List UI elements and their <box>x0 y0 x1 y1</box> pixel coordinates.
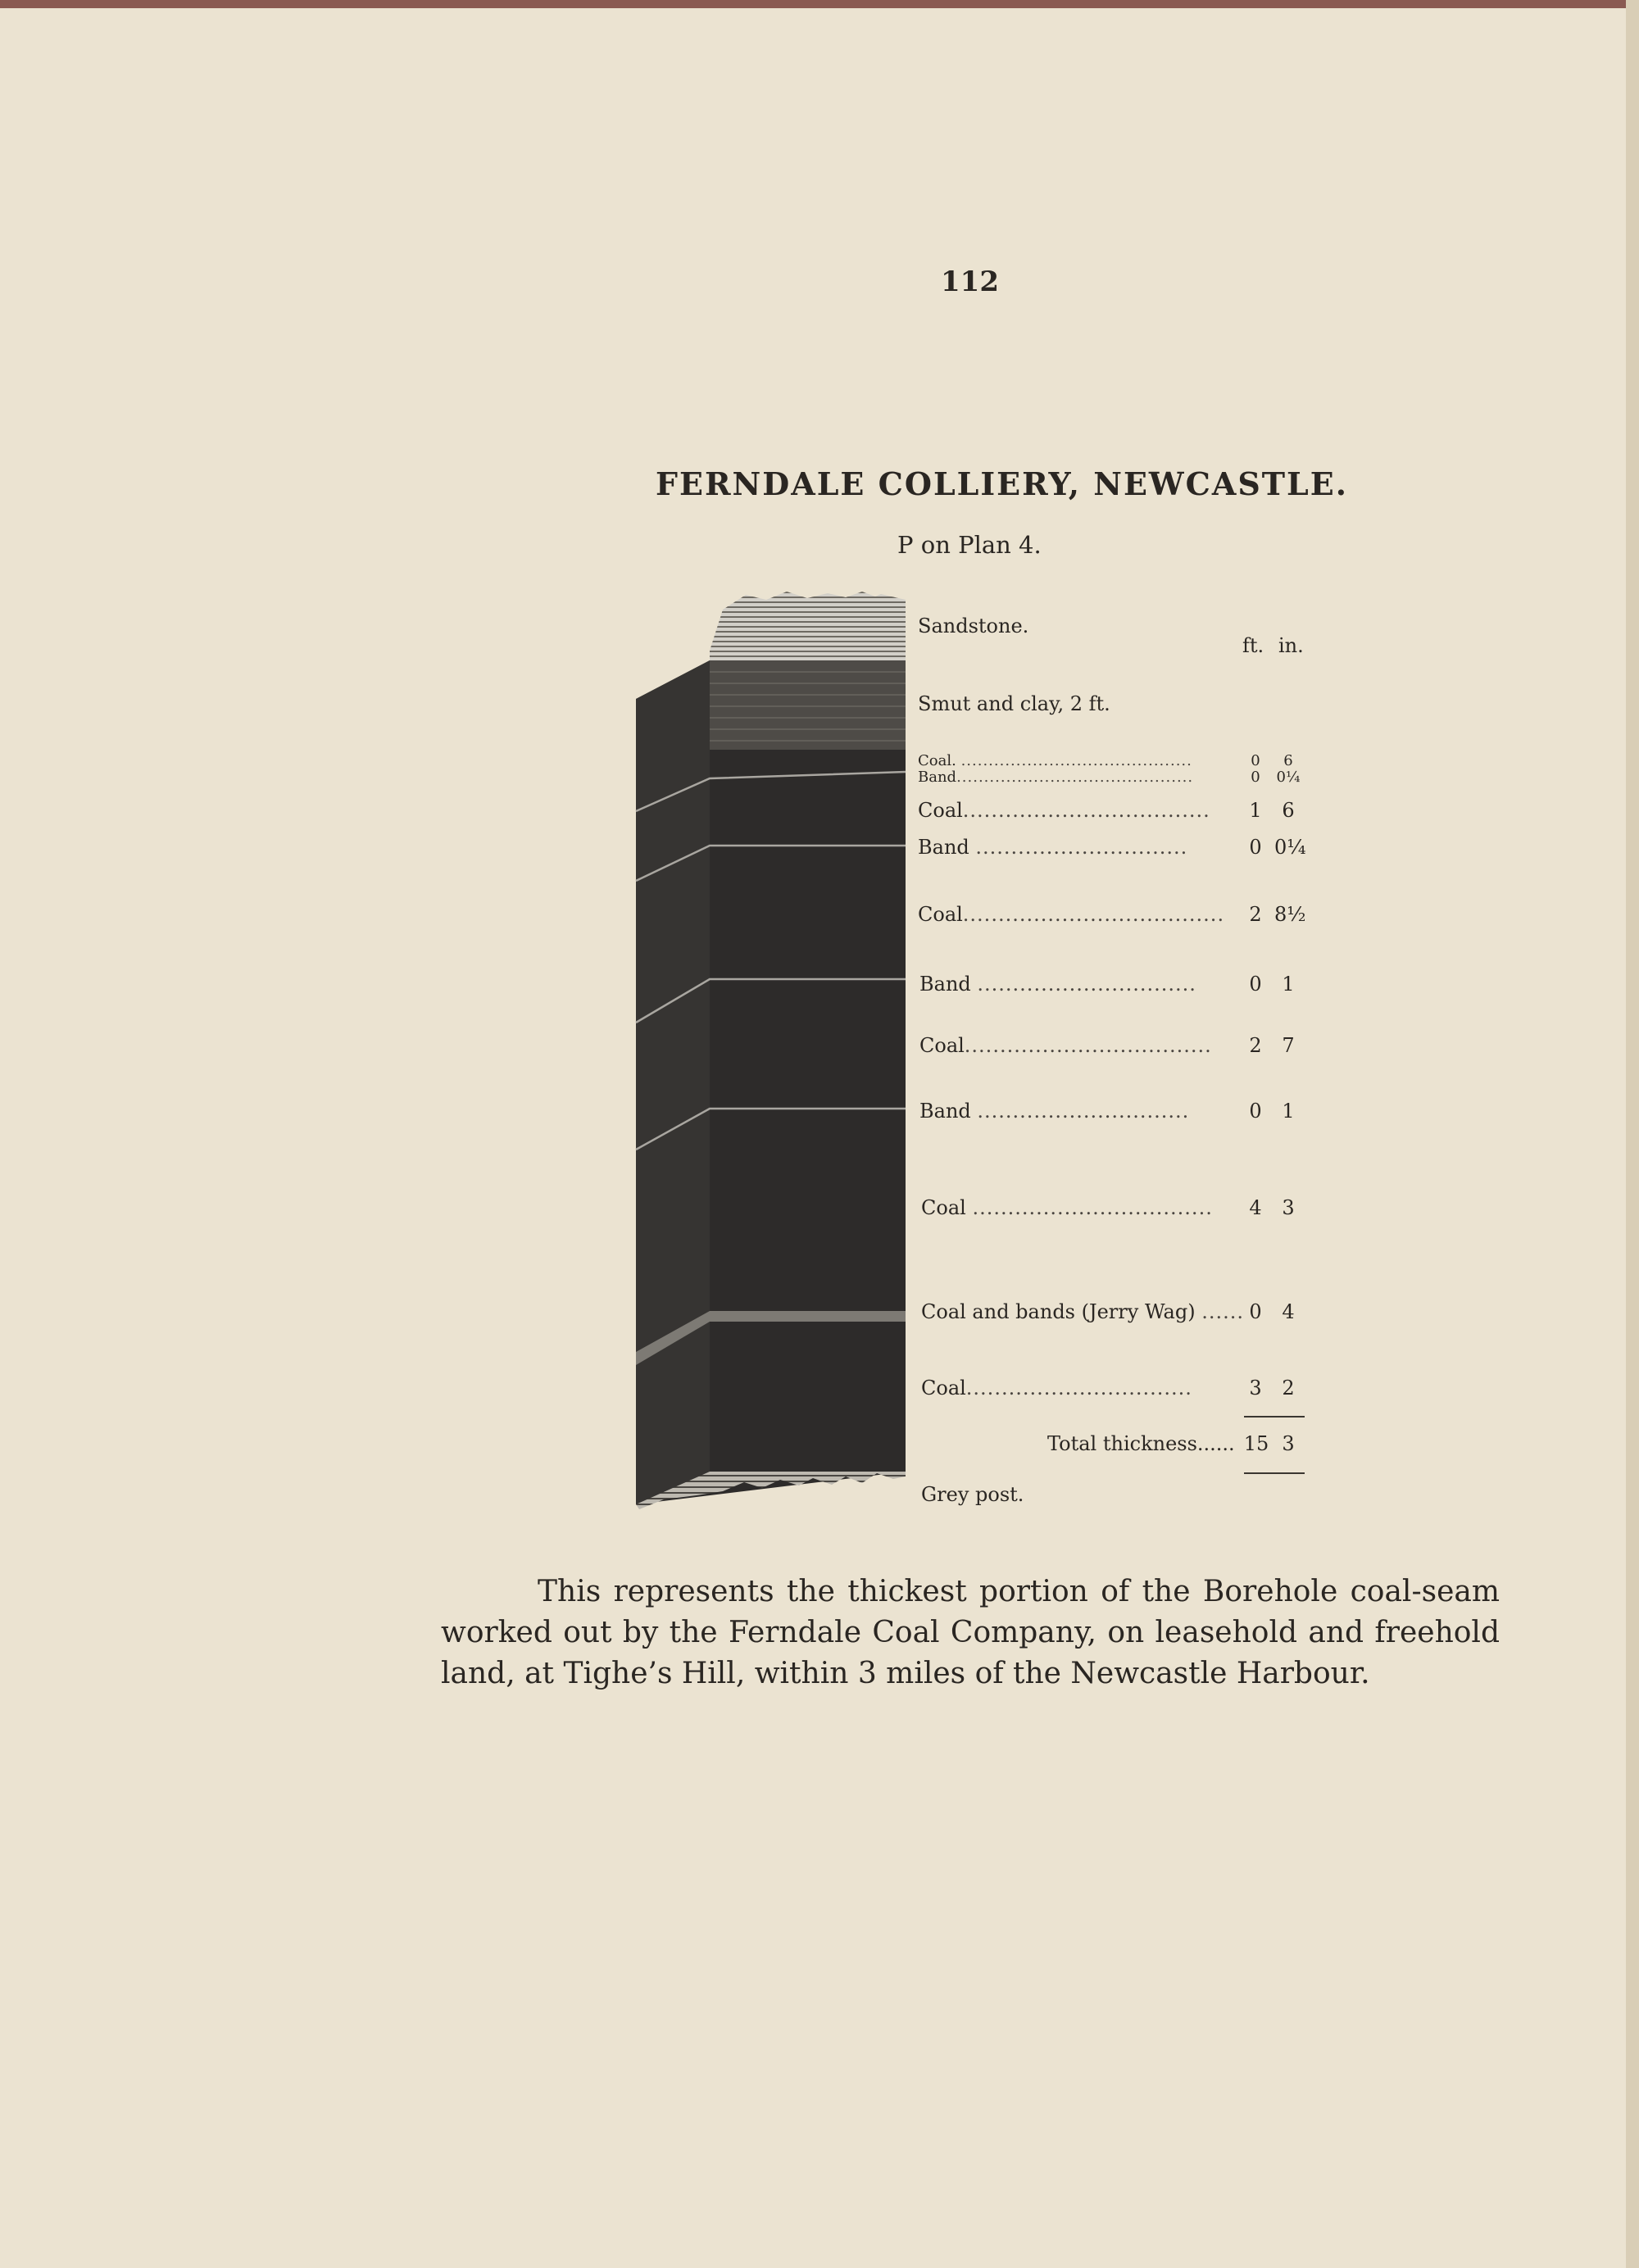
page-edge-top <box>0 0 1639 8</box>
layer-ft: 4 <box>1249 1196 1262 1219</box>
layer-name: Coal and bands (Jerry Wag) ...... <box>921 1300 1244 1323</box>
page-number: 112 <box>941 265 999 298</box>
total-rule-top <box>1244 1416 1305 1418</box>
layer-in: 1 <box>1282 1100 1295 1123</box>
layer-in: 6 <box>1283 752 1293 769</box>
coal-seam-section-drawing <box>631 590 926 1524</box>
layer-ft: 3 <box>1249 1377 1262 1399</box>
layer-name: Coal................................ <box>921 1377 1192 1399</box>
layer-name: Coal. .......................................... <box>918 752 1192 769</box>
layer-name: Coal................................... <box>919 1034 1212 1057</box>
total-rule-bottom <box>1244 1472 1305 1474</box>
layer-ft: 2 <box>1249 1034 1262 1057</box>
layer-ft: 0 <box>1249 836 1262 859</box>
layer-ft: 1 <box>1249 799 1262 822</box>
layer-name: Coal..................................... <box>918 903 1225 926</box>
layer-ft: 0 <box>1249 973 1262 996</box>
sandstone-layer <box>710 592 906 660</box>
layer-in: 0¼ <box>1276 769 1301 786</box>
layer-in: 1 <box>1282 973 1295 996</box>
header-ft: ft. <box>1242 634 1264 657</box>
layer-in: 7 <box>1282 1034 1295 1057</box>
label-grey-post: Grey post. <box>921 1483 1024 1506</box>
layer-name: Band ............................... <box>919 973 1196 996</box>
layer-name: Coal................................... <box>918 799 1210 822</box>
layer-ft: 0 <box>1249 1300 1262 1323</box>
layer-name: Band........................................... <box>918 769 1194 786</box>
layer-name: Coal .................................. <box>921 1196 1213 1219</box>
total-ft: 15 <box>1243 1432 1269 1455</box>
label-smut-and-clay: Smut and clay, 2 ft. <box>918 692 1110 715</box>
layer-ft: 0 <box>1249 1100 1262 1123</box>
page-title: FERNDALE COLLIERY, NEWCASTLE. <box>656 465 1348 502</box>
layer-ft: 0 <box>1251 769 1260 786</box>
label-sandstone: Sandstone. <box>918 615 1029 637</box>
layer-in: 8½ <box>1274 903 1306 926</box>
layer-in: 4 <box>1282 1300 1295 1323</box>
layer-name: Band .............................. <box>919 1100 1190 1123</box>
plan-reference: P on Plan 4. <box>897 531 1042 559</box>
layer-in: 6 <box>1282 799 1295 822</box>
layer-ft: 2 <box>1249 903 1262 926</box>
description-paragraph: This represents the thickest portion of the Borehole coal-seam worked out by the Ferndale Coal Company, on leasehold and freehold land, at Tighe’s Hill, within 3 miles of the Newcastle Harbour. <box>441 1575 1500 1690</box>
total-label: Total thickness...... <box>1047 1432 1235 1455</box>
layer-name: Band .............................. <box>918 836 1188 859</box>
layer-in: 2 <box>1282 1377 1295 1399</box>
layer-in: 0¼ <box>1274 836 1306 859</box>
total-in: 3 <box>1282 1432 1295 1455</box>
page-edge-right <box>1626 0 1639 2268</box>
layer-in: 3 <box>1282 1196 1295 1219</box>
layer-ft: 0 <box>1251 752 1260 769</box>
header-in: in. <box>1278 634 1304 657</box>
